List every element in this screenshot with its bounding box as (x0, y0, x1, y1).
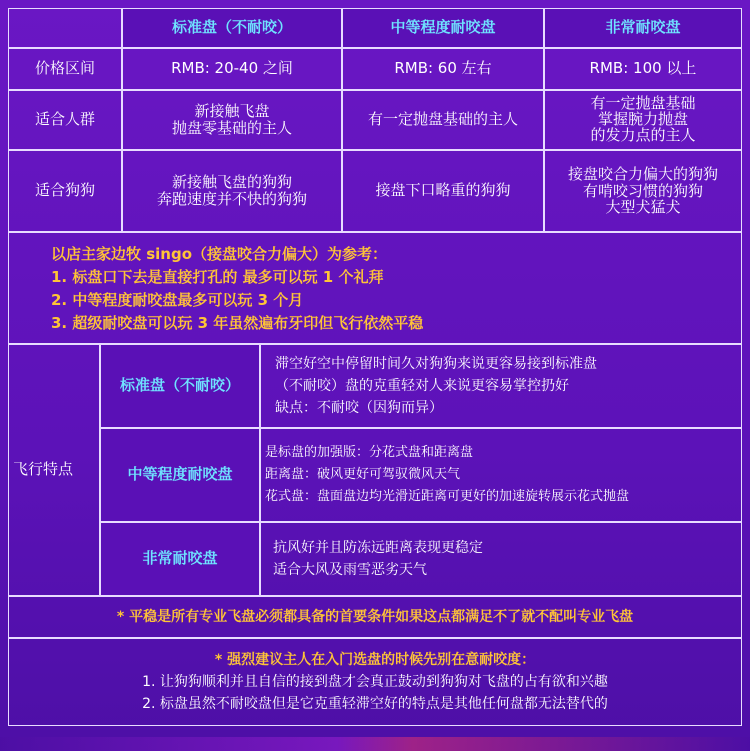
flight-standard-line: 缺点：不耐咬（因狗而异） (275, 400, 443, 416)
dogs-standard-line: 奔跑速度并不快的狗狗 (156, 190, 307, 208)
dogs-durable (544, 150, 742, 232)
dogs-durable-line: 接盘咬合力偏大的狗狗 (567, 165, 718, 184)
header-durable-disc: 非常耐咬盘 (544, 8, 742, 48)
flight-medium-desc (260, 428, 742, 522)
header-medium-disc: 中等程度耐咬盘 (342, 8, 544, 48)
header-corner (8, 8, 122, 48)
people-standard-line: 新接触飞盘 (194, 101, 270, 120)
people-standard (122, 90, 342, 150)
dogs-durable-line: 有啃咬习惯的狗狗 (582, 181, 703, 200)
people-durable-line: 的发力点的主人 (590, 125, 696, 144)
reference-line: 3. 超级耐咬盘可以玩 3 年虽然遍布牙印但飞行依然平稳 (51, 314, 424, 332)
dogs-standard (122, 150, 342, 232)
people-medium (342, 90, 544, 150)
flight-medium-line: 花式盘：盘面盘边均光滑近距离可更好的加速旋转展示花式抛盘 (265, 489, 630, 504)
reference-line: 以店主家边牧 singo（接盘咬合力偏大）为参考： (51, 245, 388, 263)
advice-box (8, 638, 742, 726)
flight-label: 飞行特点 (8, 344, 100, 596)
price-label: 价格区间 (8, 48, 122, 90)
advice-title: * 强烈建议主人在入门选盘的时候先别在意耐咬度： (214, 652, 536, 668)
flight-durable-line: 抗风好并且防冻远距离表现更稳定 (273, 540, 483, 556)
dogs-durable-line: 大型犬猛犬 (605, 198, 681, 217)
price-medium: RMB: 60 左右 (342, 48, 544, 90)
bottom-glow-decoration (0, 737, 750, 751)
price-standard: RMB: 20-40 之间 (122, 48, 342, 90)
flight-standard-line: （不耐咬）盘的克重轻对人来说更容易掌控扔好 (275, 378, 569, 394)
dogs-standard-line: 新接触飞盘的狗狗 (171, 172, 292, 191)
dogs-medium (342, 150, 544, 232)
flight-durable-desc (260, 522, 742, 596)
flight-medium-name: 中等程度耐咬盘 (100, 428, 260, 522)
flight-standard-name: 标准盘（不耐咬） (100, 344, 260, 428)
reference-note (8, 232, 742, 344)
people-label: 适合人群 (8, 90, 122, 150)
stability-note: * 平稳是所有专业飞盘必须都具备的首要条件如果这点都满足不了就不配叫专业飞盘 (8, 596, 742, 638)
flight-standard-line: 滞空好空中停留时间久对狗狗来说更容易接到标准盘 (275, 356, 597, 372)
flight-standard-desc (260, 344, 742, 428)
price-durable: RMB: 100 以上 (544, 48, 742, 90)
flight-durable-line: 适合大风及雨雪恶劣天气 (273, 562, 427, 578)
reference-line: 2. 中等程度耐咬盘最多可以玩 3 个月 (51, 291, 304, 309)
advice-item: 1. 让狗狗顺利并且自信的接到盘才会真正鼓动到狗狗对飞盘的占有欲和兴趣 (142, 674, 608, 690)
people-medium-line: 有一定抛盘基础的主人 (367, 110, 518, 129)
header-standard-disc: 标准盘（不耐咬） (122, 8, 342, 48)
people-durable-line: 有一定抛盘基础 (590, 94, 696, 113)
flight-medium-line: 距离盘：破风更好可驾驭微风天气 (265, 467, 461, 482)
comparison-table (8, 8, 742, 743)
advice-item: 2. 标盘虽然不耐咬盘但是它克重轻滞空好的特点是其他任何盘都无法替代的 (142, 696, 608, 712)
dogs-medium-line: 接盘下口略重的狗狗 (375, 181, 511, 200)
flight-durable-name: 非常耐咬盘 (100, 522, 260, 596)
people-durable-line: 掌握腕力抛盘 (597, 110, 688, 129)
flight-medium-line: 是标盘的加强版：分花式盘和距离盘 (265, 445, 474, 460)
people-standard-line: 抛盘零基础的主人 (171, 119, 292, 137)
people-durable (544, 90, 742, 150)
dogs-label: 适合狗狗 (8, 150, 122, 232)
reference-line: 1. 标盘口下去是直接打孔的 最多可以玩 1 个礼拜 (51, 268, 384, 286)
